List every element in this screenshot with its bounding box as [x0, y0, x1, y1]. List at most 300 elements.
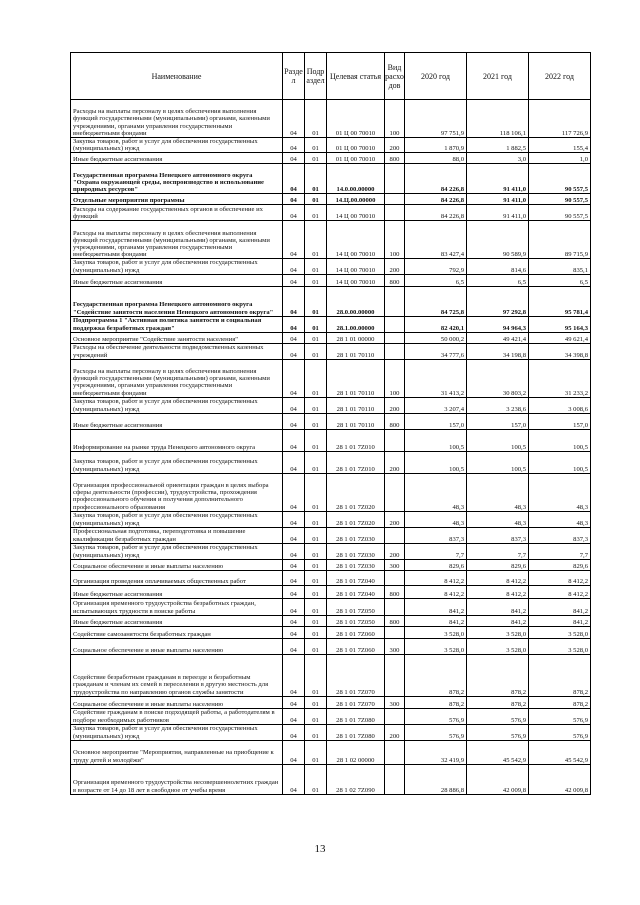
row-subsection: 01: [305, 359, 327, 397]
row-section: 04: [283, 259, 305, 274]
row-subsection: 01: [305, 511, 327, 527]
row-name: Иные бюджетные ассигнования: [71, 585, 283, 598]
row-amount-2021: 48,3: [467, 473, 529, 511]
row-exp-type: 300: [385, 559, 405, 570]
row-amount-2020: 576,9: [405, 708, 467, 724]
header-target: Целевая статья: [327, 53, 385, 100]
row-amount-2021: 841,2: [467, 615, 529, 626]
row-section: 04: [283, 740, 305, 764]
row-amount-2022: 89 715,9: [529, 221, 591, 259]
row-name: Расходы на обеспечение деятельности подведомственных казенных учреждений: [71, 343, 283, 359]
row-amount-2022: 90 557,5: [529, 194, 591, 205]
row-amount-2022: 837,3: [529, 527, 591, 543]
row-amount-2022: 835,1: [529, 259, 591, 274]
row-target: 28 1 01 7Z060: [327, 626, 385, 638]
row-name: Содействие безработным гражданам в переезде и безработным гражданам и членам их семей в переселении в другую местность для трудоустройства по направлению органов службы занятости: [71, 654, 283, 696]
row-subsection: 01: [305, 638, 327, 654]
row-amount-2020: 84 725,8: [405, 286, 467, 316]
row-name: Организация временного трудоустройства безработных граждан, испытывающих трудности в поиске работы: [71, 598, 283, 615]
table-row: [71, 332, 591, 343]
header-section: Разде л: [283, 53, 305, 100]
table-row: [71, 138, 591, 153]
row-amount-2020: 48,3: [405, 511, 467, 527]
row-exp-type: 800: [385, 585, 405, 598]
row-exp-type: [385, 343, 405, 359]
row-amount-2022: 42 009,8: [529, 764, 591, 794]
row-amount-2021: 34 198,8: [467, 343, 529, 359]
row-subsection: 01: [305, 615, 327, 626]
row-name: Иные бюджетные ассигнования: [71, 153, 283, 164]
table-row: [71, 286, 591, 316]
row-section: 04: [283, 527, 305, 543]
row-target: 28 1 01 70110: [327, 343, 385, 359]
row-target: 28 1 01 7Z010: [327, 451, 385, 473]
row-amount-2020: 83 427,4: [405, 221, 467, 259]
row-section: 04: [283, 724, 305, 740]
row-target: 28 1 01 7Z030: [327, 559, 385, 570]
row-target: 28 1 01 7Z020: [327, 473, 385, 511]
row-target: 14 Ц 00 70010: [327, 259, 385, 274]
row-amount-2020: 100,5: [405, 451, 467, 473]
table-row: [71, 221, 591, 259]
row-name: Иные бюджетные ассигнования: [71, 274, 283, 286]
row-exp-type: 200: [385, 724, 405, 740]
row-amount-2022: 8 412,2: [529, 570, 591, 585]
row-target: 28 1 01 7Z080: [327, 724, 385, 740]
row-name: Отдельные мероприятия программы: [71, 194, 283, 205]
row-amount-2022: 34 398,8: [529, 343, 591, 359]
row-exp-type: 200: [385, 511, 405, 527]
header-2020: 2020 год: [405, 53, 467, 100]
row-section: 04: [283, 451, 305, 473]
row-amount-2020: 6,5: [405, 274, 467, 286]
row-amount-2021: 30 803,2: [467, 359, 529, 397]
row-amount-2021: 878,2: [467, 654, 529, 696]
budget-table-container: [70, 52, 590, 795]
row-amount-2021: 48,3: [467, 511, 529, 527]
header-subsection: Подр аздел: [305, 53, 327, 100]
table-row: [71, 559, 591, 570]
row-target: 28 1 01 00000: [327, 332, 385, 343]
row-name: Подпрограмма 1 "Активная политика занятости и социальная поддержка безработных граждан": [71, 316, 283, 332]
row-target: 28 1 01 70110: [327, 413, 385, 429]
row-name: Закупка товаров, работ и услуг для обеспечения государственных (муниципальных) нужд: [71, 724, 283, 740]
row-amount-2022: 7,7: [529, 543, 591, 559]
row-amount-2022: 157,0: [529, 413, 591, 429]
row-section: 04: [283, 397, 305, 413]
table-row: [71, 708, 591, 724]
row-exp-type: 800: [385, 274, 405, 286]
row-target: 01 Ц 00 70010: [327, 138, 385, 153]
row-section: 04: [283, 708, 305, 724]
row-name: Иные бюджетные ассигнования: [71, 413, 283, 429]
row-amount-2020: 84 226,8: [405, 194, 467, 205]
row-amount-2022: 576,9: [529, 708, 591, 724]
table-row: [71, 626, 591, 638]
row-section: 04: [283, 164, 305, 194]
row-subsection: 01: [305, 221, 327, 259]
row-subsection: 01: [305, 654, 327, 696]
row-exp-type: [385, 194, 405, 205]
row-exp-type: 800: [385, 413, 405, 429]
row-exp-type: [385, 527, 405, 543]
row-subsection: 01: [305, 543, 327, 559]
table-row: [71, 153, 591, 164]
row-target: 28 1 01 7Z030: [327, 543, 385, 559]
row-exp-type: 200: [385, 138, 405, 153]
table-row: [71, 194, 591, 205]
row-subsection: 01: [305, 413, 327, 429]
row-amount-2021: 157,0: [467, 413, 529, 429]
row-section: 04: [283, 511, 305, 527]
row-subsection: 01: [305, 164, 327, 194]
row-name: Профессиональная подготовка, переподготовка и повышение квалификации безработных граждан: [71, 527, 283, 543]
row-amount-2020: 88,0: [405, 153, 467, 164]
row-subsection: 01: [305, 724, 327, 740]
row-amount-2021: 100,5: [467, 429, 529, 451]
row-exp-type: [385, 332, 405, 343]
header-name: Наименование: [71, 53, 283, 100]
row-name: Закупка товаров, работ и услуг для обеспечения государственных (муниципальных) нужд: [71, 138, 283, 153]
row-name: Организация временного трудоустройства несовершеннолетних граждан в возрасте от 14 до 18 лет в свободное от учебы время: [71, 764, 283, 794]
row-exp-type: [385, 764, 405, 794]
row-target: 28 1 01 7Z010: [327, 429, 385, 451]
row-subsection: 01: [305, 100, 327, 138]
row-amount-2022: 3 528,0: [529, 638, 591, 654]
row-name: Социальное обеспечение и иные выплаты населению: [71, 696, 283, 708]
row-subsection: 01: [305, 696, 327, 708]
table-row: [71, 740, 591, 764]
row-exp-type: 200: [385, 451, 405, 473]
table-row: [71, 316, 591, 332]
row-target: 01 Ц 00 70010: [327, 153, 385, 164]
row-subsection: 01: [305, 343, 327, 359]
row-amount-2021: 8 412,2: [467, 585, 529, 598]
row-amount-2021: 91 411,0: [467, 205, 529, 221]
table-row: [71, 343, 591, 359]
row-exp-type: 100: [385, 221, 405, 259]
row-amount-2022: 829,6: [529, 559, 591, 570]
row-amount-2022: 878,2: [529, 696, 591, 708]
row-section: 04: [283, 332, 305, 343]
row-amount-2021: 100,5: [467, 451, 529, 473]
row-subsection: 01: [305, 598, 327, 615]
row-name: Закупка товаров, работ и услуг для обеспечения государственных (муниципальных) нужд: [71, 543, 283, 559]
row-name: Иные бюджетные ассигнования: [71, 615, 283, 626]
row-target: 28 1 01 7Z080: [327, 708, 385, 724]
row-subsection: 01: [305, 740, 327, 764]
row-name: Расходы на выплаты персоналу в целях обеспечения выполнения функций государственными (муниципальными) органами, казенными учреждениями, органами управления государственными внебюджетными фондами: [71, 100, 283, 138]
row-amount-2020: 837,3: [405, 527, 467, 543]
row-amount-2022: 90 557,5: [529, 205, 591, 221]
row-amount-2021: 576,9: [467, 708, 529, 724]
row-subsection: 01: [305, 153, 327, 164]
row-amount-2020: 3 528,0: [405, 626, 467, 638]
row-amount-2022: 48,3: [529, 511, 591, 527]
table-row: [71, 527, 591, 543]
row-amount-2022: 100,5: [529, 451, 591, 473]
row-name: Социальное обеспечение и иные выплаты населению: [71, 559, 283, 570]
row-amount-2022: 8 412,2: [529, 585, 591, 598]
row-section: 04: [283, 473, 305, 511]
row-name: Закупка товаров, работ и услуг для обеспечения государственных (муниципальных) нужд: [71, 451, 283, 473]
row-subsection: 01: [305, 274, 327, 286]
row-section: 04: [283, 559, 305, 570]
row-name: Закупка товаров, работ и услуг для обеспечения государственных (муниципальных) нужд: [71, 259, 283, 274]
row-amount-2022: 100,5: [529, 429, 591, 451]
row-amount-2022: 48,3: [529, 473, 591, 511]
row-section: 04: [283, 286, 305, 316]
row-exp-type: 800: [385, 615, 405, 626]
row-target: 28 1 01 7Z050: [327, 598, 385, 615]
row-name: Расходы на содержание государственных органов и обеспечение их функций: [71, 205, 283, 221]
row-section: 04: [283, 585, 305, 598]
row-exp-type: 200: [385, 397, 405, 413]
row-amount-2020: 82 420,1: [405, 316, 467, 332]
row-section: 04: [283, 413, 305, 429]
table-row: [71, 397, 591, 413]
row-amount-2020: 97 751,9: [405, 100, 467, 138]
table-row: [71, 654, 591, 696]
row-amount-2020: 32 419,9: [405, 740, 467, 764]
table-row: [71, 570, 591, 585]
header-row: [71, 53, 591, 100]
row-section: 04: [283, 638, 305, 654]
row-name: Содействие самозанятости безработных граждан: [71, 626, 283, 638]
row-subsection: 01: [305, 397, 327, 413]
row-amount-2021: 3 238,6: [467, 397, 529, 413]
row-subsection: 01: [305, 194, 327, 205]
row-amount-2021: 3 528,0: [467, 626, 529, 638]
row-target: 28 1 01 7Z040: [327, 585, 385, 598]
row-amount-2020: 31 413,2: [405, 359, 467, 397]
row-subsection: 01: [305, 138, 327, 153]
table-row: [71, 615, 591, 626]
row-name: Содействие гражданам в поиске подходящей работы, а работодателям в подборе необходимых работников: [71, 708, 283, 724]
row-amount-2020: 829,6: [405, 559, 467, 570]
row-subsection: 01: [305, 429, 327, 451]
row-amount-2020: 7,7: [405, 543, 467, 559]
row-exp-type: 100: [385, 359, 405, 397]
row-target: 14 Ц 00 70010: [327, 205, 385, 221]
row-exp-type: [385, 654, 405, 696]
row-section: 04: [283, 138, 305, 153]
row-target: 28 1 01 7Z050: [327, 615, 385, 626]
row-exp-type: 300: [385, 638, 405, 654]
table-row: [71, 764, 591, 794]
row-target: 28 1 01 7Z070: [327, 654, 385, 696]
row-amount-2022: 3 008,6: [529, 397, 591, 413]
row-target: 28 1 01 70110: [327, 397, 385, 413]
row-amount-2020: 84 226,8: [405, 164, 467, 194]
table-row: [71, 205, 591, 221]
table-row: [71, 359, 591, 397]
table-row: [71, 413, 591, 429]
row-exp-type: 200: [385, 259, 405, 274]
table-body: [71, 100, 591, 795]
row-amount-2022: 841,2: [529, 615, 591, 626]
row-amount-2021: 49 421,4: [467, 332, 529, 343]
row-target: 14.Ц.00.00000: [327, 194, 385, 205]
row-name: Основное мероприятие "Мероприятия, направленные на приобщение к труду детей и молодёжи": [71, 740, 283, 764]
budget-table: [70, 52, 591, 795]
row-exp-type: [385, 316, 405, 332]
row-subsection: 01: [305, 332, 327, 343]
row-amount-2021: 878,2: [467, 696, 529, 708]
row-subsection: 01: [305, 559, 327, 570]
row-amount-2021: 837,3: [467, 527, 529, 543]
row-target: 14 Ц 00 70010: [327, 221, 385, 259]
row-target: 28 1 02 7Z090: [327, 764, 385, 794]
row-name: Государственная программа Ненецкого автономного округа "Содействие занятости населения Ненецкого автономного округа": [71, 286, 283, 316]
table-row: [71, 511, 591, 527]
row-amount-2021: 829,6: [467, 559, 529, 570]
row-amount-2022: 1,0: [529, 153, 591, 164]
row-exp-type: [385, 598, 405, 615]
table-row: [71, 724, 591, 740]
row-subsection: 01: [305, 316, 327, 332]
row-amount-2022: 155,4: [529, 138, 591, 153]
row-amount-2022: 49 621,4: [529, 332, 591, 343]
row-exp-type: [385, 570, 405, 585]
row-exp-type: [385, 164, 405, 194]
row-amount-2020: 878,2: [405, 696, 467, 708]
row-section: 04: [283, 654, 305, 696]
row-name: Организация проведения оплачиваемых общественных работ: [71, 570, 283, 585]
row-name: Расходы на выплаты персоналу в целях обеспечения выполнения функций государственными (муниципальными) органами, казенными учреждениями, органами управления государственными внебюджетными фондами: [71, 221, 283, 259]
row-amount-2021: 91 411,0: [467, 164, 529, 194]
row-amount-2021: 3,0: [467, 153, 529, 164]
row-subsection: 01: [305, 259, 327, 274]
row-exp-type: 800: [385, 153, 405, 164]
row-exp-type: 300: [385, 696, 405, 708]
row-amount-2022: 117 726,9: [529, 100, 591, 138]
row-target: 28 1 01 7Z060: [327, 638, 385, 654]
row-target: 14 Ц 00 70010: [327, 274, 385, 286]
row-section: 04: [283, 343, 305, 359]
row-target: 28 1 02 00000: [327, 740, 385, 764]
header-2021: 2021 год: [467, 53, 529, 100]
table-row: [71, 429, 591, 451]
row-amount-2022: 45 542,9: [529, 740, 591, 764]
table-row: [71, 100, 591, 138]
row-exp-type: [385, 708, 405, 724]
row-section: 04: [283, 543, 305, 559]
row-amount-2020: 34 777,6: [405, 343, 467, 359]
row-exp-type: 200: [385, 543, 405, 559]
row-section: 04: [283, 429, 305, 451]
row-section: 04: [283, 615, 305, 626]
row-section: 04: [283, 626, 305, 638]
row-subsection: 01: [305, 585, 327, 598]
row-amount-2021: 1 882,5: [467, 138, 529, 153]
row-section: 04: [283, 570, 305, 585]
row-amount-2022: 31 233,2: [529, 359, 591, 397]
row-amount-2020: 1 870,9: [405, 138, 467, 153]
row-section: 04: [283, 153, 305, 164]
row-amount-2021: 3 528,0: [467, 638, 529, 654]
row-amount-2020: 576,9: [405, 724, 467, 740]
row-amount-2022: 576,9: [529, 724, 591, 740]
table-row: [71, 473, 591, 511]
row-name: Государственная программа Ненецкого автономного округа "Охрана окружающей среды, воспроизводство и использование природных ресурсов": [71, 164, 283, 194]
row-target: 01 Ц 00 70010: [327, 100, 385, 138]
row-amount-2021: 814,6: [467, 259, 529, 274]
row-name: Информирование на рынке труда Ненецкого автономного округа: [71, 429, 283, 451]
row-target: 14.0.00.00000: [327, 164, 385, 194]
row-target: 28 1 01 7Z030: [327, 527, 385, 543]
row-section: 04: [283, 274, 305, 286]
page-number: 13: [314, 843, 326, 855]
row-exp-type: [385, 205, 405, 221]
row-subsection: 01: [305, 708, 327, 724]
table-row: [71, 259, 591, 274]
row-amount-2021: 8 412,2: [467, 570, 529, 585]
row-amount-2020: 28 886,8: [405, 764, 467, 794]
row-amount-2020: 8 412,2: [405, 570, 467, 585]
table-row: [71, 696, 591, 708]
row-amount-2020: 878,2: [405, 654, 467, 696]
row-amount-2021: 91 411,0: [467, 194, 529, 205]
row-amount-2020: 3 207,4: [405, 397, 467, 413]
header-exp-type: Вид расхо дов: [385, 53, 405, 100]
row-name: Закупка товаров, работ и услуг для обеспечения государственных (муниципальных) нужд: [71, 511, 283, 527]
row-amount-2021: 7,7: [467, 543, 529, 559]
row-section: 04: [283, 359, 305, 397]
row-amount-2022: 95 781,4: [529, 286, 591, 316]
row-amount-2020: 157,0: [405, 413, 467, 429]
table-row: [71, 451, 591, 473]
row-name: Социальное обеспечение и иные выплаты населению: [71, 638, 283, 654]
row-name: Основное мероприятие "Содействие занятости населения": [71, 332, 283, 343]
row-section: 04: [283, 100, 305, 138]
row-exp-type: [385, 740, 405, 764]
row-amount-2021: 576,9: [467, 724, 529, 740]
row-section: 04: [283, 316, 305, 332]
table-row: [71, 638, 591, 654]
row-subsection: 01: [305, 764, 327, 794]
row-amount-2021: 97 292,8: [467, 286, 529, 316]
row-section: 04: [283, 696, 305, 708]
row-name: Организация профессиональной ориентации граждан в целях выбора сферы деятельности (профессии), трудоустройства, прохождения профессионального обучения и получения дополнительного профессионального образования: [71, 473, 283, 511]
row-subsection: 01: [305, 527, 327, 543]
row-target: 28 1 01 7Z040: [327, 570, 385, 585]
row-section: 04: [283, 194, 305, 205]
row-amount-2022: 95 164,3: [529, 316, 591, 332]
row-amount-2021: 6,5: [467, 274, 529, 286]
row-amount-2020: 841,2: [405, 598, 467, 615]
row-subsection: 01: [305, 570, 327, 585]
row-amount-2022: 6,5: [529, 274, 591, 286]
row-amount-2020: 48,3: [405, 473, 467, 511]
row-target: 28 1 01 7Z070: [327, 696, 385, 708]
row-amount-2021: 42 009,8: [467, 764, 529, 794]
row-amount-2020: 3 528,0: [405, 638, 467, 654]
row-name: Закупка товаров, работ и услуг для обеспечения государственных (муниципальных) нужд: [71, 397, 283, 413]
row-exp-type: [385, 286, 405, 316]
row-target: 28 1 01 70110: [327, 359, 385, 397]
row-amount-2021: 90 589,9: [467, 221, 529, 259]
row-name: Расходы на выплаты персоналу в целях обеспечения выполнения функций государственными (муниципальными) органами, казенными учреждениями, органами управления государственными внебюджетными фондами: [71, 359, 283, 397]
row-target: 28.1.00.00000: [327, 316, 385, 332]
row-amount-2021: 94 964,3: [467, 316, 529, 332]
row-target: 28.0.00.00000: [327, 286, 385, 316]
row-amount-2020: 8 412,2: [405, 585, 467, 598]
row-amount-2021: 118 106,1: [467, 100, 529, 138]
row-exp-type: [385, 473, 405, 511]
header-2022: 2022 год: [529, 53, 591, 100]
row-amount-2022: 878,2: [529, 654, 591, 696]
